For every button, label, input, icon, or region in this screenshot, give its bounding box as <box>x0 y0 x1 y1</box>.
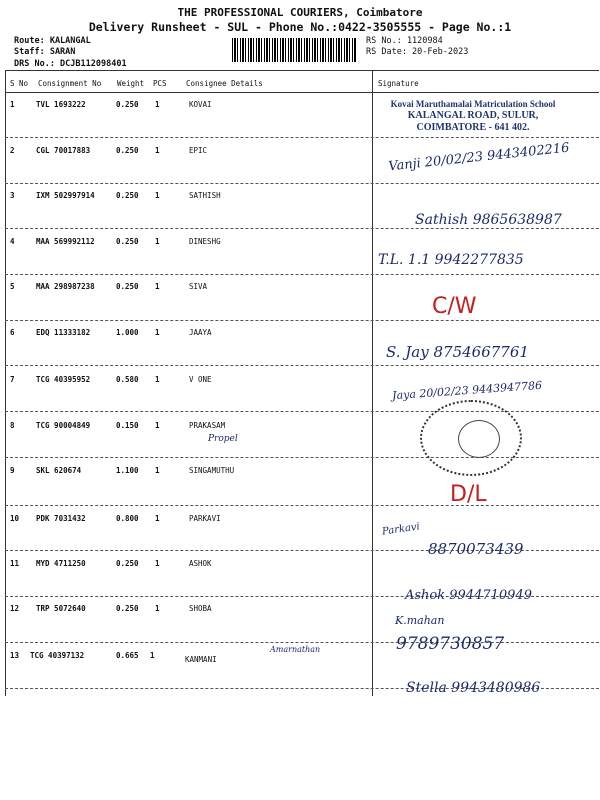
phone-row-10: 8870073439 <box>428 540 524 558</box>
row-consignee: V ONE <box>189 375 212 384</box>
row-sno: 8 <box>10 421 15 430</box>
col-consignment: Consignment No <box>38 79 102 88</box>
company-title: THE PROFESSIONAL COURIERS, Coimbatore <box>177 6 423 19</box>
row-divider <box>5 320 599 321</box>
row-consignee: PARKAVI <box>189 514 221 523</box>
row-consignment: IXM 502997914 <box>36 191 95 200</box>
row-consignment: TRP 5072640 <box>36 604 86 613</box>
row-consignment: SKL 620674 <box>36 466 82 475</box>
row-pcs: 1 <box>155 282 160 291</box>
seal-inner-ring <box>458 420 500 458</box>
row-weight: 0.250 <box>116 237 139 246</box>
row-divider <box>5 228 599 229</box>
row-pcs: 1 <box>155 375 160 384</box>
row-pcs: 1 <box>155 466 160 475</box>
row-divider <box>5 642 599 643</box>
row-consignment: MYD 4711250 <box>36 559 86 568</box>
signature-row-4: T.L. 1.1 9942277835 <box>378 252 524 268</box>
row-consignee: DINESHG <box>189 237 221 246</box>
row-consignment: EDQ 11333182 <box>36 328 91 337</box>
runsheet-title: Delivery Runsheet - SUL - Phone No.:0422-3505555 - Page No.:1 <box>88 20 512 34</box>
col-sno: S No <box>10 79 29 88</box>
row-weight: 0.250 <box>116 604 139 613</box>
stamp-line-2: KALANGAL ROAD, SULUR, <box>407 110 539 121</box>
row-divider <box>5 274 599 275</box>
signature-column-divider <box>372 70 373 696</box>
phone-row-12: 9789730857 <box>396 634 505 654</box>
row-consignee: SINGAMUTHU <box>189 466 235 475</box>
row-consignee: SIVA <box>189 282 208 291</box>
row-sno: 1 <box>10 100 15 109</box>
row-sno: 4 <box>10 237 15 246</box>
signature-row-10: Parkavi <box>381 521 421 538</box>
note-row-8: Propel <box>208 434 238 444</box>
row-sno: 6 <box>10 328 15 337</box>
row-sno: 3 <box>10 191 15 200</box>
row-pcs: 1 <box>155 514 160 523</box>
row-sno: 13 <box>10 651 20 660</box>
row-pcs: 1 <box>155 191 160 200</box>
staff-label: Staff: SARAN <box>14 47 76 57</box>
row-pcs: 1 <box>155 237 160 246</box>
col-signature: Signature <box>378 79 419 88</box>
row-pcs: 1 <box>155 604 160 613</box>
row-sno: 2 <box>10 146 15 155</box>
row-weight: 0.580 <box>116 375 139 384</box>
row-pcs: 1 <box>155 146 160 155</box>
signature-row-12: Ashok 9944710949 <box>405 588 532 603</box>
row-consignee: SHOBA <box>189 604 212 613</box>
row-weight: 0.250 <box>116 146 139 155</box>
note-row-13: Amarnathan <box>270 645 321 654</box>
table-header-border <box>5 92 599 93</box>
col-consignee: Consignee Details <box>186 79 263 88</box>
row-consignment: PDK 7031432 <box>36 514 86 523</box>
row-sno: 5 <box>10 282 15 291</box>
rs-number: RS No.: 1120984 <box>366 36 443 46</box>
col-pcs: PCS <box>153 79 167 88</box>
row-sno: 7 <box>10 375 15 384</box>
row-consignment: TCG 40397132 <box>30 651 85 660</box>
rs-date: RS Date: 20-Feb-2023 <box>366 47 469 57</box>
row-consignee: SATHISH <box>189 191 221 200</box>
row-pcs: 1 <box>155 100 160 109</box>
school-stamp <box>378 98 568 134</box>
row-consignee: KOVAI <box>189 100 212 109</box>
row-sno: 9 <box>10 466 15 475</box>
row-consignment: CGL 70017883 <box>36 146 91 155</box>
row-consignee: PRAKASAM <box>189 421 226 430</box>
status-mark-row-9: D/L <box>450 482 487 507</box>
row-weight: 0.800 <box>116 514 139 523</box>
row-weight: 0.250 <box>116 191 139 200</box>
row-sno: 12 <box>10 604 20 613</box>
drs-label: DRS No.: DCJB112098401 <box>14 59 127 69</box>
receiver-name-row-12: K.mahan <box>395 614 445 627</box>
row-consignment: MAA 569992112 <box>36 237 95 246</box>
row-consignment: TCG 40395952 <box>36 375 91 384</box>
table-left-border <box>5 70 6 696</box>
row-sno: 10 <box>10 514 20 523</box>
signature-row-7: Jaya 20/02/23 9443947786 <box>391 378 543 403</box>
signature-row-6: S. Jay 8754667761 <box>386 343 529 361</box>
row-divider <box>5 411 599 412</box>
row-weight: 1.000 <box>116 328 139 337</box>
row-sno: 11 <box>10 559 20 568</box>
row-consignment: MAA 298987238 <box>36 282 95 291</box>
row-divider <box>5 365 599 366</box>
row-consignee: ASHOK <box>189 559 212 568</box>
row-weight: 0.250 <box>116 559 139 568</box>
stamp-line-3: COIMBATORE - 641 402. <box>416 122 530 133</box>
row-divider <box>5 505 599 506</box>
barcode <box>232 38 356 62</box>
col-weight: Weight <box>117 79 145 88</box>
row-consignment: TCG 90004849 <box>36 421 91 430</box>
route-label: Route: KALANGAL <box>14 36 91 46</box>
row-consignee: EPIC <box>189 146 208 155</box>
row-pcs: 1 <box>155 559 160 568</box>
row-consignee: JAAYA <box>189 328 212 337</box>
row-divider <box>5 183 599 184</box>
row-weight: 0.150 <box>116 421 139 430</box>
row-consignment: TVL 1693222 <box>36 100 86 109</box>
table-top-border <box>5 70 599 71</box>
row-pcs: 1 <box>155 421 160 430</box>
stamp-line-1: Kovai Maruthamalai Matriculation School <box>390 99 556 109</box>
signature-row-2: Vanji 20/02/23 9443402216 <box>387 140 571 175</box>
row-weight: 0.665 <box>116 651 139 660</box>
status-mark-row-5: C/W <box>432 294 477 319</box>
row-divider <box>5 137 599 138</box>
row-pcs: 1 <box>155 328 160 337</box>
signature-row-3: Sathish 9865638987 <box>415 212 562 228</box>
row-weight: 0.250 <box>116 282 139 291</box>
row-weight: 1.100 <box>116 466 139 475</box>
row-consignee: KANMANI <box>185 655 217 664</box>
row-pcs: 1 <box>150 651 155 660</box>
row-weight: 0.250 <box>116 100 139 109</box>
signature-row-13: Stella 9943480986 <box>406 680 541 696</box>
